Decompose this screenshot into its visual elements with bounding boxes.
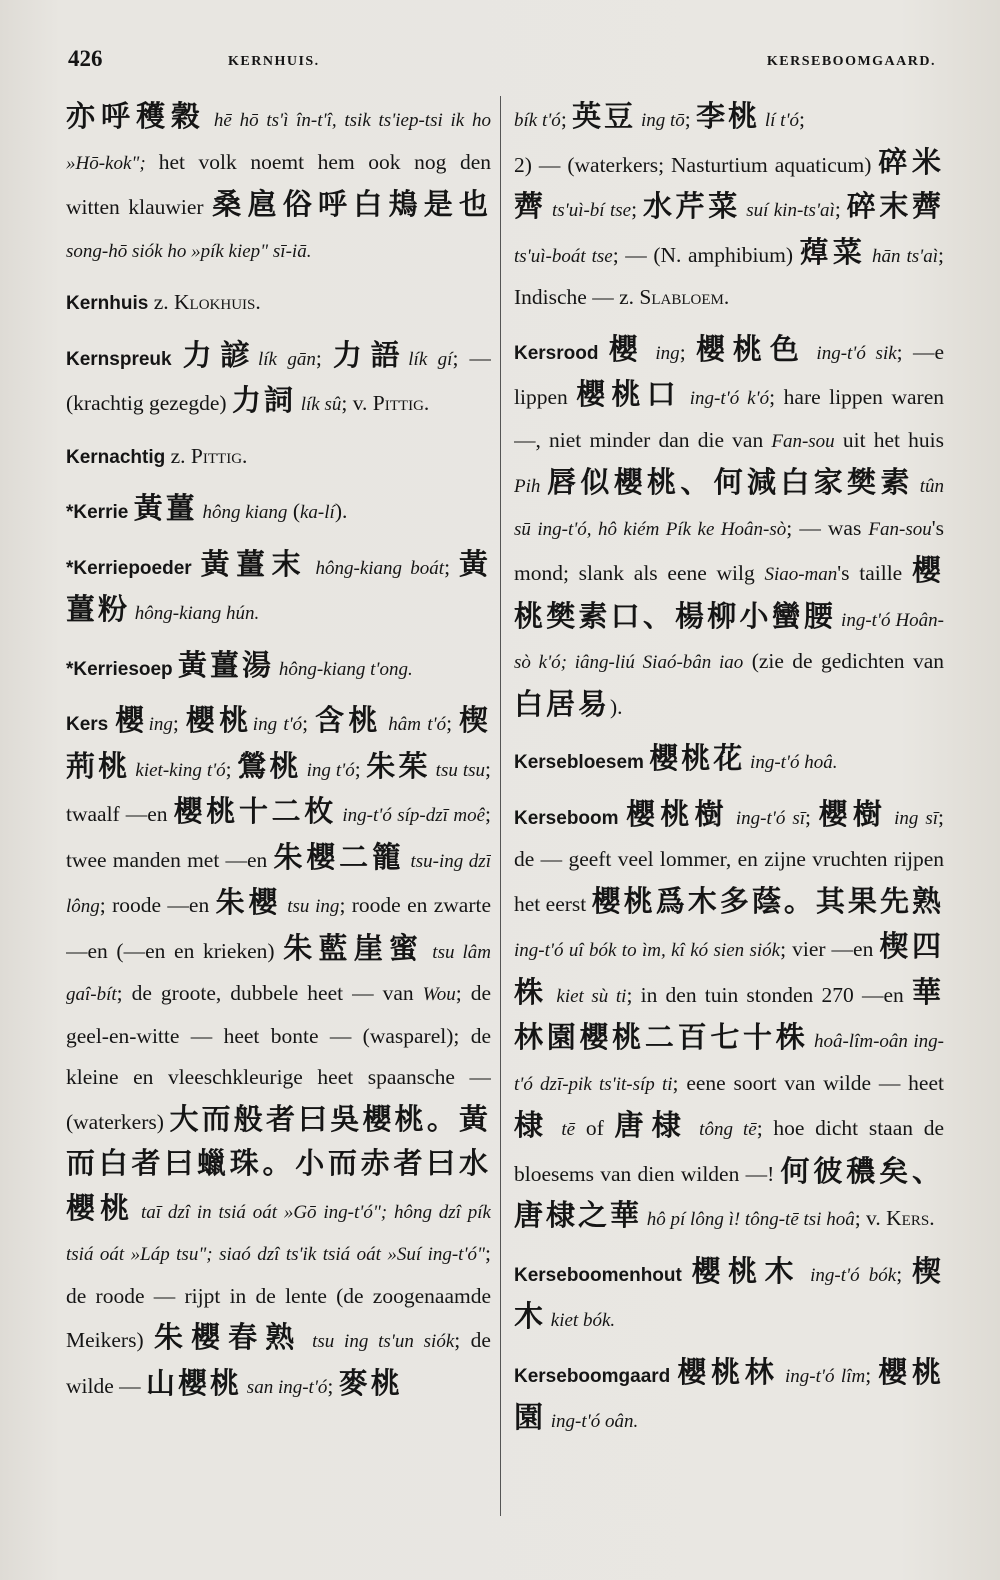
chinese-text: 朱藍崖蜜	[283, 930, 425, 965]
chinese-text: 李桃	[696, 99, 761, 133]
cross-reference: Slabloem.	[639, 285, 730, 309]
romanization: ing-t'ó oân.	[546, 1411, 639, 1432]
headword: Kersrood	[514, 342, 599, 364]
running-head	[68, 46, 948, 80]
definition-text: ;	[446, 711, 459, 735]
chinese-text: 櫻	[115, 703, 149, 737]
definition-text	[598, 340, 608, 364]
chinese-text: 櫻桃爲木多蔭。其果先熟	[591, 883, 944, 918]
definition-text: ; twee manden met —en	[66, 802, 491, 872]
romanization: Fan-sou	[868, 518, 932, 540]
page-number: 426	[68, 46, 103, 71]
chinese-text: 朱櫻	[215, 885, 282, 919]
romanization: ka-lí	[299, 502, 335, 523]
dictionary-entry	[514, 142, 944, 319]
dictionary-entry	[514, 1352, 944, 1443]
romanization: ing-t'ó k'ó	[681, 388, 770, 409]
dictionary-entry	[66, 436, 491, 479]
romanization: bík t'ó	[514, 110, 561, 131]
chinese-text: 英豆	[572, 99, 637, 133]
romanization: ing-t'ó bók	[800, 1264, 897, 1286]
definition-text: ; in den tuin stonden 270 —en	[626, 982, 912, 1007]
definition-text: ;	[444, 554, 459, 579]
romanization: hâm t'ó	[382, 714, 447, 735]
romanization: tông tē	[689, 1119, 757, 1140]
chinese-text: 黃薑末	[200, 546, 308, 581]
romanization: kiet-king t'ó	[130, 759, 226, 781]
definition-text: ; roode —en	[99, 893, 216, 917]
chinese-text: 櫻桃口	[576, 377, 682, 411]
chinese-text: 碎末薺	[846, 189, 944, 223]
left-column	[66, 96, 491, 1516]
cross-reference: Kers.	[886, 1206, 935, 1230]
chinese-text: 大而般者曰吳櫻桃。黃而白者曰蠟珠。小而赤者曰水櫻桃	[66, 1101, 491, 1225]
definition-text: ; de roode — rijpt in de lente (de zoogenaamde Meikers)	[66, 1241, 491, 1352]
definition-text: ; roode en zwarte —en (—en en krieken)	[66, 893, 491, 963]
definition-text	[192, 555, 201, 579]
chinese-text: 櫻桃木	[691, 1253, 801, 1288]
dictionary-entry	[66, 544, 491, 635]
chinese-text: 何彼穠矣、唐棣之華	[514, 1153, 944, 1232]
romanization: hông-kiang boát	[307, 557, 445, 579]
right-running-title: KERSEBOOMGAARD.	[766, 54, 936, 69]
romanization: ing tō	[636, 110, 685, 131]
headword: Kernhuis	[66, 293, 149, 314]
chinese-text: 楔四株	[514, 929, 944, 1009]
definition-text: ;	[805, 804, 819, 829]
romanization: ts'uì-bí tse	[546, 200, 632, 221]
headword: Kers	[66, 714, 109, 735]
dictionary-entry	[66, 700, 491, 1408]
definition-text: ;	[684, 107, 697, 131]
romanization: lí t'ó	[760, 110, 800, 131]
romanization: ing-t'ó síp-dzī moê	[336, 805, 486, 826]
chinese-text: 力語	[332, 337, 409, 372]
romanization: taī dzî in tsiá oát »Gō ing-t'ó"; hông dzî pík tsiá oát »Láp tsu"; siaó dzî ts'ik tsiá oát »Suí ing-t'ó"	[66, 1201, 491, 1265]
chinese-text: 唇似櫻桃、何減白家樊素	[547, 465, 914, 499]
chinese-text: 力諺	[182, 337, 258, 372]
definition-text: ; de — geeft veel lommer, en zijne vruchten rijpen het eerst	[514, 804, 944, 916]
definition-text: ; twaalf —en	[66, 756, 491, 826]
definition-text: of	[575, 1116, 615, 1140]
chinese-text: 唐棣	[614, 1108, 690, 1142]
definition-text: ; Indische — z.	[514, 242, 944, 309]
dictionary-entry	[66, 488, 491, 534]
definition-text: ).	[610, 694, 623, 719]
romanization: ing	[645, 342, 680, 364]
cross-reference: Pittig.	[190, 443, 248, 468]
dictionary-entry	[514, 738, 944, 784]
romanization: Pih	[514, 476, 541, 497]
chinese-text: 水芹菜	[643, 189, 741, 223]
romanization: song-hō siók ho »pík kiep" sī-iā.	[66, 240, 312, 262]
romanization: san ing-t'ó	[242, 1376, 328, 1398]
romanization: tsu ing ts'un siók	[302, 1331, 455, 1352]
romanization: hông-kiang t'ong.	[274, 658, 413, 680]
chinese-text: 櫻	[608, 331, 646, 366]
dictionary-entry	[514, 794, 944, 1241]
romanization: tsu lâm gaî-bít	[66, 941, 491, 1005]
chinese-text: 亦呼穫穀	[66, 99, 207, 133]
romanization: tē	[551, 1119, 576, 1140]
romanization: ing t'ó	[301, 759, 355, 781]
dictionary-entry	[66, 282, 491, 325]
chinese-text: 楔木	[514, 1253, 944, 1333]
headword: Kernachtig	[66, 446, 166, 468]
chinese-text: 櫻桃	[185, 703, 253, 737]
chinese-text: 櫻桃十二枚	[173, 794, 337, 828]
headword: *Kerrie	[66, 502, 129, 523]
romanization: hông-kiang hún.	[130, 603, 260, 624]
definition-text: ; de wilde —	[66, 1328, 491, 1398]
definition-text: ; — was	[786, 515, 869, 540]
definition-text: 's mond; slank als eene wilg	[514, 515, 944, 585]
chinese-text: 蔊菜	[799, 234, 867, 269]
chinese-text: 櫻桃色	[695, 331, 807, 366]
dictionary-entry	[66, 335, 491, 426]
chinese-text: 櫻桃花	[649, 741, 746, 775]
romanization: kiet bók.	[546, 1310, 616, 1331]
romanization: tsu ing	[281, 896, 340, 917]
chinese-text: 黃薑	[133, 491, 198, 525]
cross-reference: Klokhuis.	[174, 290, 261, 314]
romanization: hô pí lông ì! tông-tē tsi hoâ	[642, 1209, 855, 1230]
romanization: hông kiang	[197, 502, 288, 523]
definition-text: ;	[896, 1261, 912, 1286]
definition-text: ;	[302, 711, 316, 735]
definition-text: (zie de gedichten van	[743, 649, 944, 673]
headword: *Kerriesoep	[66, 658, 173, 680]
romanization: ing-t'ó Hoân-sò k'ó; iâng-liú Siaó-bân iao	[514, 609, 944, 673]
left-running-title: KERNHUIS.	[228, 54, 320, 69]
definition-text: ; —e lippen	[514, 339, 944, 409]
romanization: lík gān	[258, 348, 316, 370]
chinese-text: 力詞	[231, 383, 296, 417]
definition-text: ;	[354, 756, 367, 781]
definition-text: ).	[334, 499, 348, 523]
definition-text: ;	[679, 339, 696, 364]
romanization: suí kin-ts'aì	[740, 200, 835, 221]
definition-text: ; de geel-en-witte — heet bonte — (wasparel); de kleine en vleeschkleurige heet spaansche — (waterkers)	[66, 981, 491, 1134]
dictionary-entry	[514, 1251, 944, 1342]
chinese-text: 華林園櫻桃二百七十株	[514, 974, 944, 1054]
romanization: Siao-man	[764, 564, 838, 585]
headword: Kerseboom	[514, 807, 619, 829]
definition-text: ; v.	[341, 391, 373, 415]
romanization: tûn sū ing-t'ó, hô kiém Pík ke Hoân-sò	[514, 476, 944, 540]
right-column	[514, 96, 944, 1516]
romanization: hoâ-lîm-oân ing-t'ó dzī-pik ts'it-síp ti	[514, 1031, 944, 1095]
definition-text: 's taille	[837, 561, 912, 585]
headword: *Kerriepoeder	[66, 557, 192, 579]
chinese-text: 櫻樹	[818, 796, 888, 831]
romanization: tsu tsu	[430, 759, 485, 781]
chinese-text: 山櫻桃	[146, 1365, 243, 1400]
chinese-text: 櫻桃樹	[626, 796, 729, 831]
definition-text: ;	[834, 197, 847, 221]
chinese-text: 黃薑粉	[66, 546, 491, 626]
chinese-text: 櫻桃樊素口、楊柳小蠻腰	[514, 553, 944, 633]
definition-text: z.	[165, 443, 191, 468]
headword: Kerseboomgaard	[514, 1365, 671, 1387]
definition-text: ;	[315, 345, 333, 370]
definition-text: ; v.	[854, 1206, 887, 1230]
romanization: kiet sù ti	[548, 985, 627, 1007]
definition-text: ; eene soort van wilde — heet	[672, 1070, 944, 1095]
definition-text: ;	[225, 756, 238, 781]
chinese-text: 楔荊桃	[66, 703, 491, 783]
dictionary-entry	[514, 96, 944, 142]
headword: Kersebloesem	[514, 752, 644, 773]
definition-text: ;	[172, 711, 186, 735]
definition-text: ; de groote, dubbele heet — van	[116, 981, 423, 1005]
definition-text: (	[287, 499, 300, 523]
dictionary-entry	[514, 329, 944, 729]
definition-text: z.	[148, 290, 175, 314]
definition-text: ;	[865, 1362, 879, 1387]
chinese-text: 麥桃	[338, 1365, 403, 1400]
definition-text: ; vier —en	[780, 937, 880, 961]
romanization: Fan-sou	[771, 430, 835, 452]
column-divider	[500, 96, 501, 1516]
cross-reference: Pittig.	[372, 391, 430, 415]
definition-text: ;	[631, 197, 644, 221]
chinese-text: 黃薑湯	[178, 647, 275, 682]
chinese-text: 櫻桃園	[514, 1354, 944, 1434]
romanization: lík gí	[408, 348, 453, 370]
definition-text: ;	[799, 107, 806, 131]
headword: Kernspreuk	[66, 348, 172, 370]
chinese-text: 朱櫻春熟	[154, 1320, 303, 1354]
definition-text: het volk noemt hem ook nog den witten klauwier	[66, 149, 491, 219]
romanization: hē hō ts'ì în-t'î, tsik ts'iep-tsi ik ho »Hō-kok";	[66, 110, 491, 174]
definition-text	[619, 805, 627, 829]
chinese-text: 碎米薺	[514, 144, 944, 223]
chinese-text: 含桃	[315, 703, 383, 737]
definition-text: ;	[560, 107, 573, 131]
romanization: ing-t'ó uî bók to ìm, kî kó sien siók	[514, 940, 781, 961]
chinese-text: 桑扈俗呼白鳺是也	[212, 187, 491, 221]
definition-text: ;	[327, 1373, 339, 1398]
headword: Kerseboomenhout	[514, 1264, 682, 1286]
romanization: ing-t'ó lîm	[778, 1365, 866, 1387]
definition-text: ; hoe dicht staan de bloesems van dien wilden —!	[514, 1116, 944, 1186]
definition-text	[172, 346, 183, 370]
definition-text: 2) — (waterkers; Nasturtium aquaticum)	[514, 152, 879, 177]
definition-text: ; — (krachtig gezegde)	[66, 345, 491, 415]
romanization: Wou	[422, 984, 456, 1005]
dictionary-entry	[66, 645, 491, 691]
romanization: tsu-ing dzī lông	[66, 850, 491, 917]
romanization: hān ts'aì	[866, 245, 939, 267]
romanization: ing-t'ó sī	[728, 807, 805, 829]
definition-text: ; hare lippen waren —, niet minder dan die van	[514, 385, 944, 452]
romanization: ing	[148, 714, 173, 735]
chinese-text: 鶯桃	[237, 748, 302, 783]
romanization: ts'uì-boát tse	[514, 245, 613, 267]
romanization: ing-t'ó hoâ.	[745, 752, 838, 773]
chinese-text: 白居易	[514, 686, 611, 721]
romanization: ing-t'ó sik	[806, 342, 897, 364]
definition-text: ; — (N. amphibium)	[612, 242, 800, 267]
romanization: ing sī	[887, 807, 939, 829]
romanization: ing t'ó	[252, 714, 303, 735]
chinese-text: 朱櫻二籠	[273, 839, 405, 874]
dictionary-entry	[66, 96, 491, 272]
chinese-text: 朱茱	[366, 748, 431, 783]
definition-text: uit het huis	[834, 427, 944, 452]
chinese-text: 櫻桃林	[677, 1354, 779, 1389]
chinese-text: 棣	[514, 1108, 552, 1142]
romanization: lík sû	[295, 394, 342, 415]
definition-text	[682, 1262, 692, 1286]
